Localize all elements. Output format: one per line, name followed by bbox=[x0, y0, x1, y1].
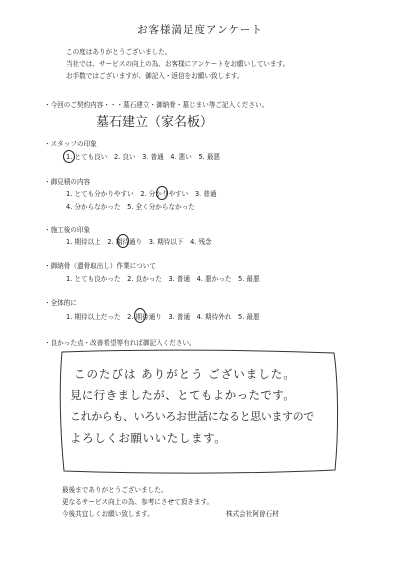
comment-line-4: よろしくお願いいたします。 bbox=[70, 431, 227, 445]
closing-line-3: 今後共宜しくお願い致します。 bbox=[62, 510, 154, 518]
q5-label: ・全体的に bbox=[44, 299, 77, 307]
q4-options: 1. とても良かった 2. 良かった 3. 普通 4. 悪かった 5. 最悪 bbox=[66, 275, 260, 283]
q2-options-line1: 1. とても分かりやすい 2. 分かりやすい 3. 普通 bbox=[66, 190, 217, 198]
q1-label: ・スタッフの印象 bbox=[44, 140, 97, 148]
intro-line-2: 当社では、サービスの向上の為、お客様にアンケートをお願いしています。 bbox=[66, 60, 290, 68]
closing-line-1: 最後までありがとうございました。 bbox=[62, 486, 168, 494]
page-title: お客様満足度アンケート bbox=[137, 24, 263, 36]
q3-options: 1. 期待以上 2. 期待通り 3. 期待以下 4. 残念 bbox=[66, 238, 212, 246]
company-name: 株式会社阿曽石材 bbox=[226, 510, 279, 518]
q0-label: ・今回のご契約内容・・・墓石建立・御納骨・墓じまい等ご記入ください。 bbox=[44, 101, 269, 109]
q5-options: 1. 期待以上だった 2. 期待通り 3. 普通 4. 期待外れ 5. 最悪 bbox=[66, 313, 260, 321]
q1-options: 1. とても良い 2. 良い 3. 普通 4. 悪い 5. 最悪 bbox=[66, 153, 221, 161]
q0-answer: 墓石建立（家名板） bbox=[96, 115, 214, 130]
comment-line-1: このたびは ありがとう ございました。 bbox=[74, 367, 296, 381]
intro-line-1: この度はありがとうございました。 bbox=[66, 48, 172, 56]
q2-label: ・御見積の内容 bbox=[44, 178, 91, 186]
closing-line-2: 更なるサービス向上の為、参考にさせて頂きます。 bbox=[62, 498, 214, 506]
q2-options-line2: 4. 分からなかった 5. 全く分からなかった bbox=[66, 203, 195, 211]
q3-label: ・施工後の印象 bbox=[44, 226, 91, 234]
q4-label: ・御納骨（遺骨取出し）作業について bbox=[44, 262, 156, 270]
intro-line-3: お手数ではございますが、御記入・返信をお願い致します。 bbox=[66, 72, 244, 80]
comment-line-2: 見に行きましたが、とてもよかったです。 bbox=[70, 388, 296, 402]
comment-line-3: これからも、いろいろお世話になると思いますので bbox=[70, 410, 314, 423]
q6-label: ・良かった点・改善希望等有れば御記入ください。 bbox=[44, 339, 196, 347]
